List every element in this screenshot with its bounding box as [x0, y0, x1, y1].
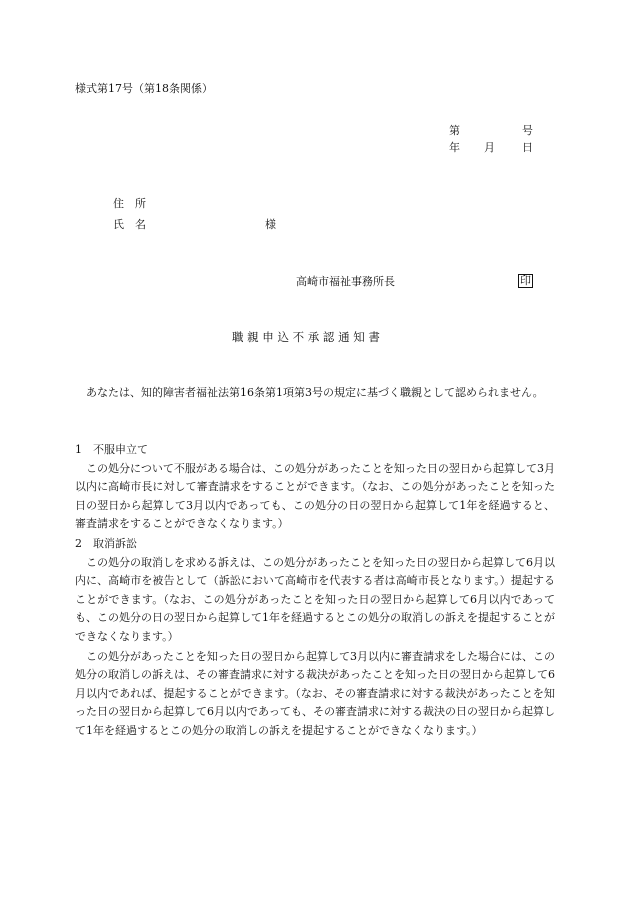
section-2-paragraph-1: この処分の取消しを求める訴えは、この処分があったことを知った日の翌日から起算して6月以内に、高崎市を被告として（訴訟において高崎市を代表する者は高崎市長となります。）提起することができます。（なお、この処分があったことを知った日の翌日から起算して6月以内であっても、この処分の日の翌日から起算して1年を経過するとこの処分の取消しの訴えを提起することができなくなります。） [75, 556, 555, 643]
honorific: 様 [265, 218, 276, 231]
date-year: 年 [449, 141, 460, 154]
document-title: 職 親 申 込 不 承 認 通 知 書 [232, 330, 380, 344]
body-text: あなたは、知的障害者福祉法第16条第1項第3号の規定に基づく職親として認められません。 [75, 386, 544, 399]
section-heading-2: 2 取消訴訟 [75, 537, 137, 550]
sender-title: 高崎市福祉事務所長 [296, 275, 395, 288]
section-2-paragraph-2: この処分があったことを知った日の翌日から起算して3月以内に審査請求をした場合には、この処分の取消しの訴えは、その審査請求に対する裁決があったことを知った日の翌日から起算して6月以内であれば、提起することができます。（なお、その審査請求に対する裁決があったことを知った日の翌日から起算して6月以内であっても、その審査請求に対する裁決の日の翌日から起算して1年を経過するとこの処分の取消しの訴えを提起することができなくなります。） [75, 650, 555, 737]
seal-mark: 印 [520, 274, 531, 287]
doc-number-prefix: 第 [449, 124, 460, 137]
form-number: 様式第17号（第18条関係） [75, 82, 213, 95]
address-label: 住 所 [113, 197, 146, 210]
doc-number-suffix: 号 [522, 124, 533, 137]
name-label: 氏 名 [113, 218, 146, 231]
date-day: 日 [522, 141, 533, 154]
date-month: 月 [484, 141, 495, 154]
section-1-paragraph: この処分について不服がある場合は、この処分があったことを知った日の翌日から起算して3月以内に高崎市長に対して審査請求をすることができます。（なお、この処分があったことを知った日の翌日から起算して3月以内であっても、この処分の日の翌日から起算して1年を経過すると、審査請求をすることができなくなります。） [75, 462, 555, 531]
section-heading-1: 1 不服申立て [75, 443, 148, 456]
